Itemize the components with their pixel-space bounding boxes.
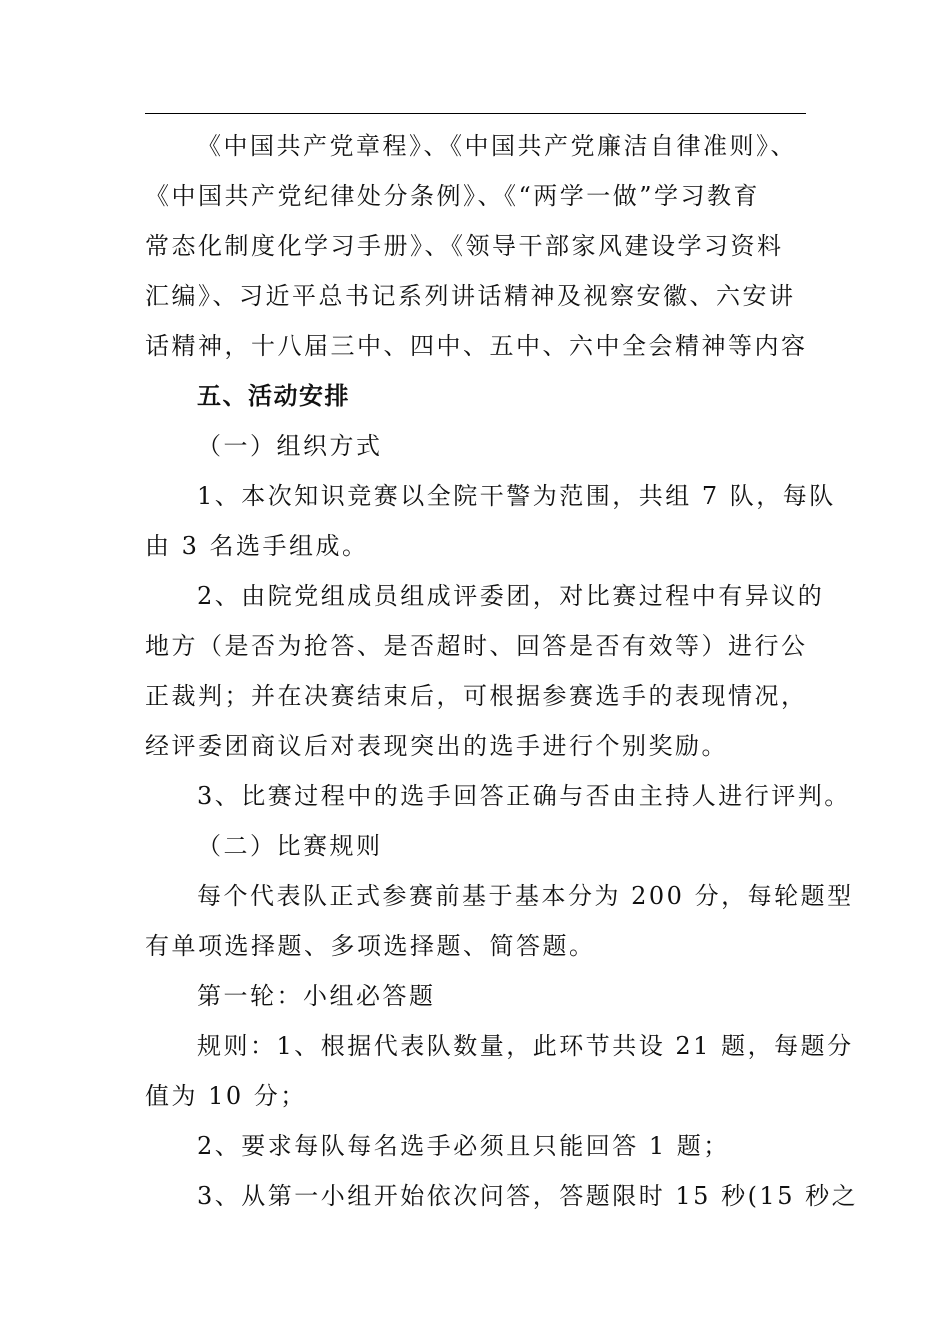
paragraph-line: 地方（是否为抢答、是否超时、回答是否有效等）进行公 [145, 632, 808, 660]
paragraph-line: 由 3 名选手组成。 [145, 532, 369, 560]
paragraph-line: 3、从第一小组开始依次问答，答题限时 15 秒(15 秒之 [197, 1182, 859, 1210]
section-heading: 五、活动安排 [197, 381, 350, 410]
paragraph-line: 经评委团商议后对表现突出的选手进行个别奖励。 [145, 732, 728, 760]
paragraph-line: 常态化制度化学习手册》、《领导干部家风建设学习资料 [145, 232, 784, 260]
paragraph-line: 《中国共产党纪律处分条例》、《“两学一做”学习教育 [145, 182, 761, 210]
paragraph-line: 有单项选择题、多项选择题、简答题。 [145, 932, 596, 960]
paragraph-line: 2、由院党组成员组成评委团，对比赛过程中有异议的 [197, 582, 825, 610]
paragraph-line: 3、比赛过程中的选手回答正确与否由主持人进行评判。 [197, 782, 851, 810]
paragraph-line: 话精神，十八届三中、四中、五中、六中全会精神等内容 [145, 332, 808, 360]
paragraph-line: 规则：1、根据代表队数量，此环节共设 21 题，每题分 [197, 1032, 854, 1060]
subsection-heading: （一）组织方式 [197, 432, 383, 460]
paragraph-line: 《中国共产党章程》、《中国共产党廉洁自律准则》、 [197, 132, 797, 160]
round-heading: 第一轮：小组必答题 [197, 982, 436, 1010]
paragraph-line: 值为 10 分； [145, 1082, 307, 1110]
header-rule [145, 113, 806, 114]
paragraph-line: 汇编》、习近平总书记系列讲话精神及视察安徽、六安讲 [145, 282, 796, 310]
paragraph-line: 1、本次知识竞赛以全院干警为范围，共组 7 队，每队 [197, 482, 836, 510]
paragraph-line: 正裁判；并在决赛结束后，可根据参赛选手的表现情况， [145, 682, 808, 710]
paragraph-line: 每个代表队正式参赛前基于基本分为 200 分，每轮题型 [197, 882, 854, 910]
subsection-heading: （二）比赛规则 [197, 832, 383, 860]
document-body [145, 121, 859, 1221]
paragraph-line: 2、要求每队每名选手必须且只能回答 1 题； [197, 1132, 730, 1160]
